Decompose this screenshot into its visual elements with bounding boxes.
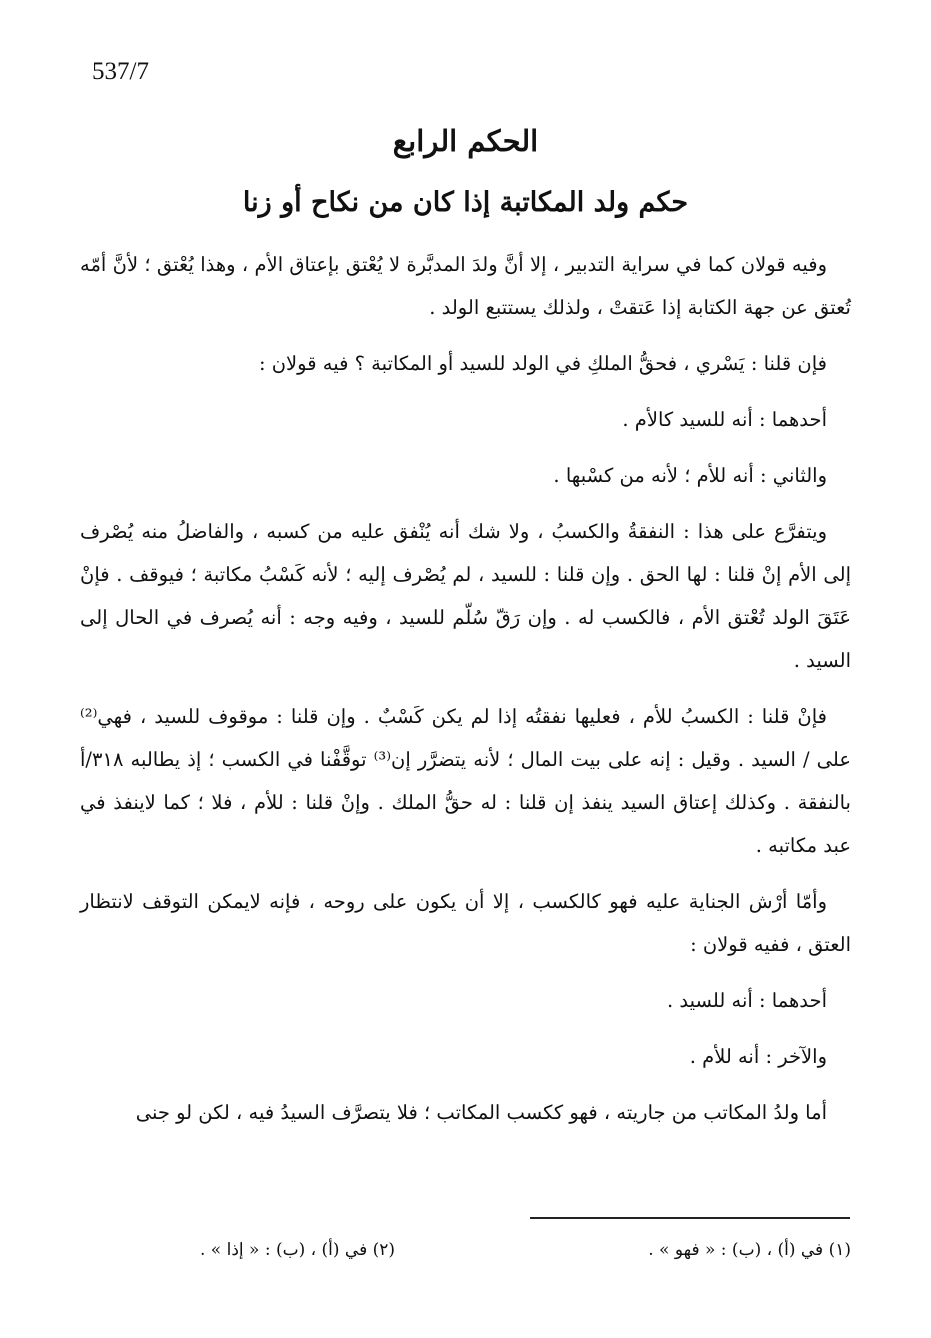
section-title: حكم ولد المكاتبة إذا كان من نكاح أو زنا <box>242 187 689 218</box>
paragraph: وأمّا أرْش الجناية عليه فهو كالكسب ، إلا أن يكون على روحه ، فإنه لايمكن التوقف لانتظار العتق ، ففيه قولان : <box>80 890 851 956</box>
footnote-2: (٢) في (أ) ، (ب) : « إذا » . <box>200 1240 396 1260</box>
paragraph: فإن قلنا : يَسْري ، فحقُّ الملكِ في الولد للسيد أو المكاتبة ؟ فيه قولان : <box>258 352 827 375</box>
main-text <box>80 243 851 1147</box>
footnote-divider <box>530 1217 850 1219</box>
page-number: 537/7 <box>92 58 149 85</box>
paragraph: أحدهما : أنه للسيد كالأم . <box>622 408 827 431</box>
paragraph: ويتفرَّع على هذا : النفقةُ والكسبُ ، ولا شك أنه يُنْفق عليه من كسبه ، والفاضلُ منه يُصْرف إلى الأم إنْ قلنا : لها الحق . وإن قلنا : للسيد ، لم يُصْرف إليه ؛ لأنه كَسْبُ مكاتبة ؛ فيوقف . فإنْ عَتَقَ الولد تُعْتق الأم ، فالكسب له . وإن رَقّ سُلّم للسيد ، وفيه وجه : أنه يُصرف في الحال إلى السيد . <box>80 520 851 672</box>
paragraph: أحدهما : أنه للسيد . <box>667 989 827 1012</box>
paragraph: فإنْ قلنا : الكسبُ للأم ، فعليها نفقتُه إذا لم يكن كَسْبٌ . وإن قلنا : موقوف للسيد ، فهي⁽²⁾ على / السيد . وقيل : إنه على بيت المال ؛ لأنه يتضرَّر إن⁽³⁾ توقَّفْنا في الكسب ؛ إذ يطالبه ٣١٨/أ بالنفقة . وكذلك إعتاق السيد ينفذ إن قلنا : له حقُّ الملك . وإنْ قلنا : للأم ، فلا ؛ كما لاينفذ في عبد مكاتبه . <box>80 705 852 857</box>
chapter-title: الحكم الرابع <box>392 124 539 158</box>
paragraph: أما ولدُ المكاتب من جاريته ، فهو ككسب المكاتب ؛ فلا يتصرَّف السيدُ فيه ، لكن لو جنى <box>135 1101 827 1124</box>
paragraph: والثاني : أنه للأم ؛ لأنه من كسْبها . <box>553 464 827 487</box>
footnotes <box>200 1240 851 1260</box>
paragraph: وفيه قولان كما في سراية التدبير ، إلا أنَّ ولدَ المدبَّرة لا يُعْتق بإعتاق الأم ، وهذا يُعْتق ؛ لأنَّ أمّه تُعتق عن جهة الكتابة إذا عَتقتْ ، ولذلك يستتبع الولد . <box>80 253 851 319</box>
footnote-1: (١) في (أ) ، (ب) : « فهو » . <box>648 1240 851 1260</box>
paragraph: والآخر : أنه للأم . <box>689 1045 827 1068</box>
